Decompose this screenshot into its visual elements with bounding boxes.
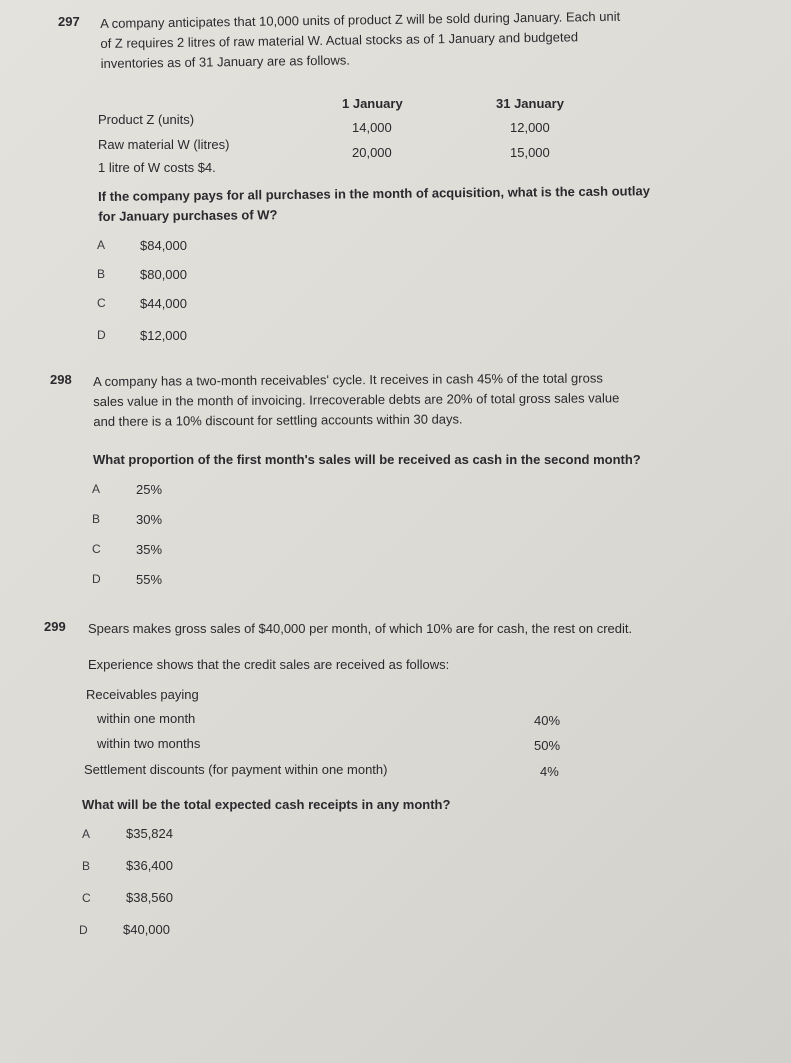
q299-option-d-letter: D — [79, 923, 88, 937]
q298-option-a-letter: A — [92, 482, 101, 496]
q299-receivables-heading: Receivables paying — [86, 687, 199, 702]
q297-option-b-letter: B — [97, 267, 106, 281]
q299-discount-label: Settlement discounts (for payment within one month) — [84, 762, 388, 777]
q297-intro-line-3: inventories as of 31 January are as follows. — [100, 52, 351, 71]
q299-option-a-letter: A — [82, 827, 91, 841]
q299-option-d-text[interactable]: $40,000 — [123, 922, 170, 937]
q298-intro-line-1: A company has a two-month receivables' cycle. It receives in cash 45% of the total gross — [93, 370, 603, 389]
q297-option-d-text[interactable]: $12,000 — [140, 328, 187, 343]
q298-option-c-text[interactable]: 35% — [136, 542, 163, 557]
q297-option-d-letter: D — [97, 328, 106, 342]
q298-option-d-letter: D — [92, 572, 101, 586]
q298-intro-line-2: sales value in the month of invoicing. Irrecoverable debts are 20% of total gross sales value — [93, 390, 620, 409]
q297-intro — [100, 5, 741, 74]
q297-row-product-z-jan31: 12,000 — [510, 120, 550, 135]
q297-row-product-z-label: Product Z (units) — [98, 112, 195, 127]
q298-option-b-text[interactable]: 30% — [136, 512, 163, 527]
q299-option-c-text[interactable]: $38,560 — [126, 890, 173, 905]
q297-question-line-1: If the company pays for all purchases in the month of acquisition, what is the cash outlay — [98, 183, 651, 204]
q299-row-within-two-months-value: 50% — [534, 738, 561, 753]
q299-row-within-two-months-label: within two months — [97, 736, 201, 751]
q299-option-b-text[interactable]: $36,400 — [126, 858, 173, 873]
q299-row-within-one-month-label: within one month — [97, 711, 196, 726]
q299-question: What will be the total expected cash receipts in any month? — [82, 797, 451, 812]
q299-discount-value: 4% — [540, 764, 559, 779]
q297-intro-line-1: A company anticipates that 10,000 units of product Z will be sold during January. Each unit — [100, 8, 621, 31]
q297-cost-note: 1 litre of W costs $4. — [98, 160, 216, 175]
question-number-298: 298 — [50, 372, 72, 387]
q297-question-line-2: for January purchases of W? — [98, 207, 278, 224]
q299-option-a-text[interactable]: $35,824 — [126, 826, 173, 841]
q297-row-raw-material-label: Raw material W (litres) — [98, 137, 230, 152]
q299-option-b-letter: B — [82, 859, 91, 873]
q297-intro-line-2: of Z requires 2 litres of raw material W. Actual stocks as of 1 January and budgeted — [100, 29, 579, 51]
q297-row-raw-material-jan31: 15,000 — [510, 145, 550, 160]
q297-row-raw-material-jan1: 20,000 — [352, 145, 392, 160]
q298-option-b-letter: B — [92, 512, 101, 526]
q297-row-product-z-jan1: 14,000 — [352, 120, 392, 135]
q297-option-c-text[interactable]: $44,000 — [140, 296, 187, 311]
q297-option-c-letter: C — [97, 296, 106, 310]
q298-intro-line-3: and there is a 10% discount for settling accounts within 30 days. — [93, 411, 463, 429]
q299-intro-line-1: Spears makes gross sales of $40,000 per month, of which 10% are for cash, the rest on credit. — [88, 621, 633, 636]
q299-intro-line-2: Experience shows that the credit sales are received as follows: — [88, 657, 450, 672]
q297-question — [98, 180, 748, 227]
question-number-299: 299 — [44, 619, 66, 634]
q297-col-header-1-january: 1 January — [342, 96, 403, 111]
q297-option-a-letter: A — [97, 238, 106, 252]
question-number-297: 297 — [58, 14, 80, 29]
q298-question: What proportion of the first month's sales will be received as cash in the second month? — [93, 452, 641, 467]
q298-option-d-text[interactable]: 55% — [136, 572, 163, 587]
q298-intro — [93, 367, 753, 432]
q299-row-within-one-month-value: 40% — [534, 713, 561, 728]
q298-option-a-text[interactable]: 25% — [136, 482, 163, 497]
q297-option-b-text[interactable]: $80,000 — [140, 267, 187, 282]
q298-option-c-letter: C — [92, 542, 101, 556]
q297-option-a-text[interactable]: $84,000 — [140, 238, 187, 253]
q299-option-c-letter: C — [82, 891, 91, 905]
q297-col-header-31-january: 31 January — [496, 96, 564, 111]
